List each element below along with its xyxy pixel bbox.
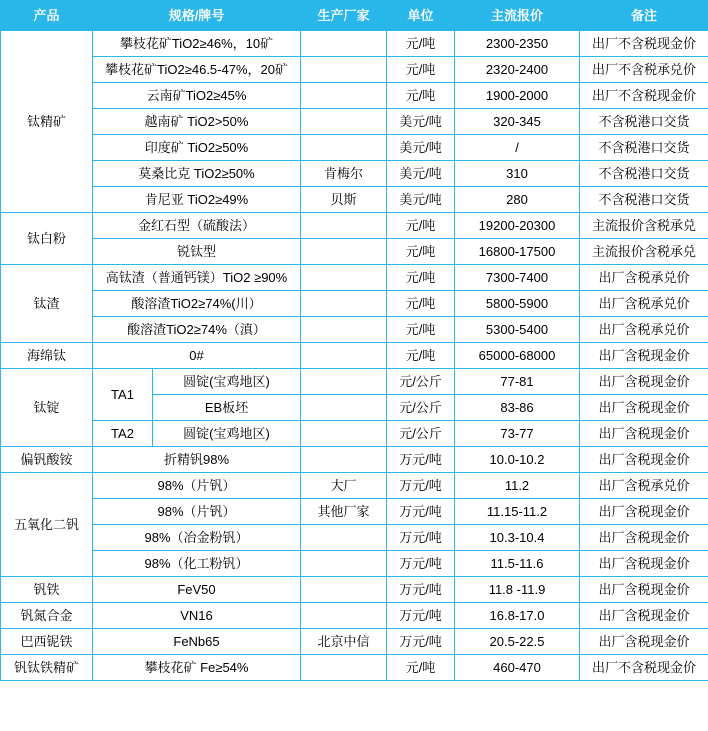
cell-spec: 高钛渣（普通钙镁）TiO2 ≥90% [93,265,301,291]
table-row [1,473,708,499]
cell-unit: 元/公斤 [387,421,455,447]
cell-note: 出厂不含税承兑价 [580,57,708,83]
cell-manufacturer [301,291,387,317]
cell-unit: 万元/吨 [387,629,455,655]
cell-product: 巴西铌铁 [1,629,93,655]
cell-note: 出厂含税承兑价 [580,473,708,499]
cell-product: 钒钛铁精矿 [1,655,93,681]
cell-price: 19200-20300 [455,213,580,239]
cell-note: 出厂不含税现金价 [580,83,708,109]
cell-price: 5800-5900 [455,291,580,317]
cell-manufacturer [301,395,387,421]
cell-note: 主流报价含税承兑 [580,213,708,239]
cell-spec: FeNb65 [93,629,301,655]
cell-manufacturer [301,265,387,291]
cell-manufacturer [301,447,387,473]
cell-unit: 元/吨 [387,291,455,317]
cell-spec-sub: 圆锭(宝鸡地区) [153,421,301,447]
column-header-spec: 规格/牌号 [93,1,301,31]
cell-spec: 越南矿 TiO2>50% [93,109,301,135]
cell-price: 20.5-22.5 [455,629,580,655]
cell-manufacturer [301,551,387,577]
cell-unit: 万元/吨 [387,525,455,551]
cell-spec: TA2 [93,421,153,447]
cell-price: 7300-7400 [455,265,580,291]
table-row [1,655,708,681]
cell-price: 65000-68000 [455,343,580,369]
table-row [1,577,708,603]
cell-spec: 98%（片钒） [93,499,301,525]
table-row [1,57,708,83]
cell-price: 11.5-11.6 [455,551,580,577]
cell-note: 不含税港口交货 [580,109,708,135]
cell-price: 5300-5400 [455,317,580,343]
cell-product: 钛精矿 [1,31,93,213]
cell-product: 钒铁 [1,577,93,603]
cell-product: 海绵钛 [1,343,93,369]
cell-manufacturer: 肯梅尔 [301,161,387,187]
table-row [1,239,708,265]
cell-price: 460-470 [455,655,580,681]
cell-unit: 万元/吨 [387,473,455,499]
cell-note: 出厂含税现金价 [580,551,708,577]
cell-spec-sub: EB板坯 [153,395,301,421]
cell-spec: 攀枝花矿TiO2≥46.5-47%，20矿 [93,57,301,83]
cell-product: 钛白粉 [1,213,93,265]
cell-price: 73-77 [455,421,580,447]
table-row [1,213,708,239]
cell-price: 1900-2000 [455,83,580,109]
cell-unit: 元/公斤 [387,395,455,421]
cell-spec: 0# [93,343,301,369]
cell-spec: 印度矿 TiO2≥50% [93,135,301,161]
cell-spec: 锐钛型 [93,239,301,265]
cell-note: 出厂含税现金价 [580,525,708,551]
table-row [1,629,708,655]
cell-manufacturer [301,213,387,239]
cell-manufacturer: 北京中信 [301,629,387,655]
table-row [1,31,708,57]
cell-price: 16800-17500 [455,239,580,265]
cell-price: 16.8-17.0 [455,603,580,629]
cell-product: 钛锭 [1,369,93,447]
cell-unit: 元/吨 [387,239,455,265]
cell-unit: 美元/吨 [387,135,455,161]
cell-note: 出厂含税现金价 [580,447,708,473]
column-header-product: 产品 [1,1,93,31]
cell-note: 主流报价含税承兑 [580,239,708,265]
cell-price: 83-86 [455,395,580,421]
cell-manufacturer [301,343,387,369]
cell-price: 11.2 [455,473,580,499]
cell-note: 不含税港口交货 [580,135,708,161]
cell-note: 出厂含税现金价 [580,421,708,447]
cell-manufacturer: 大厂 [301,473,387,499]
table-row [1,603,708,629]
table-row [1,421,708,447]
cell-price: 11.15-11.2 [455,499,580,525]
cell-spec: TA1 [93,369,153,421]
cell-unit: 元/吨 [387,343,455,369]
cell-price: 11.8 -11.9 [455,577,580,603]
cell-note: 不含税港口交货 [580,161,708,187]
cell-manufacturer [301,577,387,603]
cell-unit: 元/吨 [387,31,455,57]
cell-price: / [455,135,580,161]
cell-product: 偏钒酸铵 [1,447,93,473]
cell-unit: 元/吨 [387,265,455,291]
cell-note: 出厂含税承兑价 [580,265,708,291]
cell-note: 出厂含税现金价 [580,395,708,421]
cell-manufacturer [301,525,387,551]
cell-spec: FeV50 [93,577,301,603]
cell-product: 五氧化二钒 [1,473,93,577]
cell-manufacturer [301,239,387,265]
cell-spec-sub: 圆锭(宝鸡地区) [153,369,301,395]
cell-unit: 美元/吨 [387,161,455,187]
cell-price: 10.3-10.4 [455,525,580,551]
table-row [1,291,708,317]
cell-manufacturer [301,83,387,109]
cell-manufacturer [301,603,387,629]
table-row [1,135,708,161]
table-row [1,525,708,551]
cell-manufacturer [301,655,387,681]
table-row [1,447,708,473]
cell-price: 310 [455,161,580,187]
cell-note: 出厂不含税现金价 [580,655,708,681]
cell-manufacturer: 其他厂家 [301,499,387,525]
table-row [1,187,708,213]
cell-unit: 元/吨 [387,213,455,239]
cell-unit: 万元/吨 [387,603,455,629]
cell-manufacturer [301,31,387,57]
cell-price: 77-81 [455,369,580,395]
cell-unit: 元/吨 [387,57,455,83]
cell-unit: 元/公斤 [387,369,455,395]
cell-spec: 折精钒98% [93,447,301,473]
table-row [1,265,708,291]
cell-price: 320-345 [455,109,580,135]
cell-manufacturer [301,109,387,135]
column-header-note: 备注 [580,1,708,31]
cell-product: 钛渣 [1,265,93,343]
table-row [1,369,708,395]
cell-manufacturer [301,317,387,343]
cell-unit: 元/吨 [387,83,455,109]
cell-spec: 98%（化工粉钒） [93,551,301,577]
table-header-row [1,1,708,31]
cell-spec: 98%（片钒） [93,473,301,499]
cell-spec: 酸溶渣TiO2≥74%（滇） [93,317,301,343]
cell-spec: 肯尼亚 TiO2≥49% [93,187,301,213]
cell-product: 钒氮合金 [1,603,93,629]
column-header-unit: 单位 [387,1,455,31]
cell-note: 出厂含税承兑价 [580,317,708,343]
cell-unit: 万元/吨 [387,499,455,525]
table-row [1,551,708,577]
cell-note: 出厂含税现金价 [580,343,708,369]
cell-manufacturer: 贝斯 [301,187,387,213]
table-row [1,317,708,343]
cell-note: 出厂不含税现金价 [580,31,708,57]
column-header-manufacturer: 生产厂家 [301,1,387,31]
table-row [1,161,708,187]
table-row [1,83,708,109]
cell-unit: 万元/吨 [387,577,455,603]
table-row [1,109,708,135]
cell-note: 出厂含税承兑价 [580,291,708,317]
table-row [1,499,708,525]
cell-manufacturer [301,421,387,447]
cell-note: 出厂含税现金价 [580,603,708,629]
table-row [1,343,708,369]
cell-spec: 酸溶渣TiO2≥74%(川） [93,291,301,317]
cell-spec: 云南矿TiO2≥45% [93,83,301,109]
cell-manufacturer [301,369,387,395]
cell-unit: 万元/吨 [387,551,455,577]
cell-unit: 美元/吨 [387,109,455,135]
column-header-price: 主流报价 [455,1,580,31]
cell-note: 出厂含税现金价 [580,577,708,603]
cell-price: 280 [455,187,580,213]
cell-note: 出厂含税现金价 [580,369,708,395]
cell-price: 10.0-10.2 [455,447,580,473]
cell-note: 出厂含税现金价 [580,629,708,655]
cell-manufacturer [301,135,387,161]
cell-unit: 元/吨 [387,655,455,681]
cell-spec: 攀枝花矿TiO2≥46%，10矿 [93,31,301,57]
cell-spec: 98%（冶金粉钒） [93,525,301,551]
cell-note: 不含税港口交货 [580,187,708,213]
cell-note: 出厂含税现金价 [580,499,708,525]
cell-spec: 金红石型（硫酸法） [93,213,301,239]
table-body [1,31,708,681]
cell-manufacturer [301,57,387,83]
cell-unit: 元/吨 [387,317,455,343]
cell-price: 2300-2350 [455,31,580,57]
cell-spec: VN16 [93,603,301,629]
cell-price: 2320-2400 [455,57,580,83]
cell-spec: 攀枝花矿 Fe≥54% [93,655,301,681]
cell-unit: 美元/吨 [387,187,455,213]
cell-unit: 万元/吨 [387,447,455,473]
cell-spec: 莫桑比克 TiO2≥50% [93,161,301,187]
